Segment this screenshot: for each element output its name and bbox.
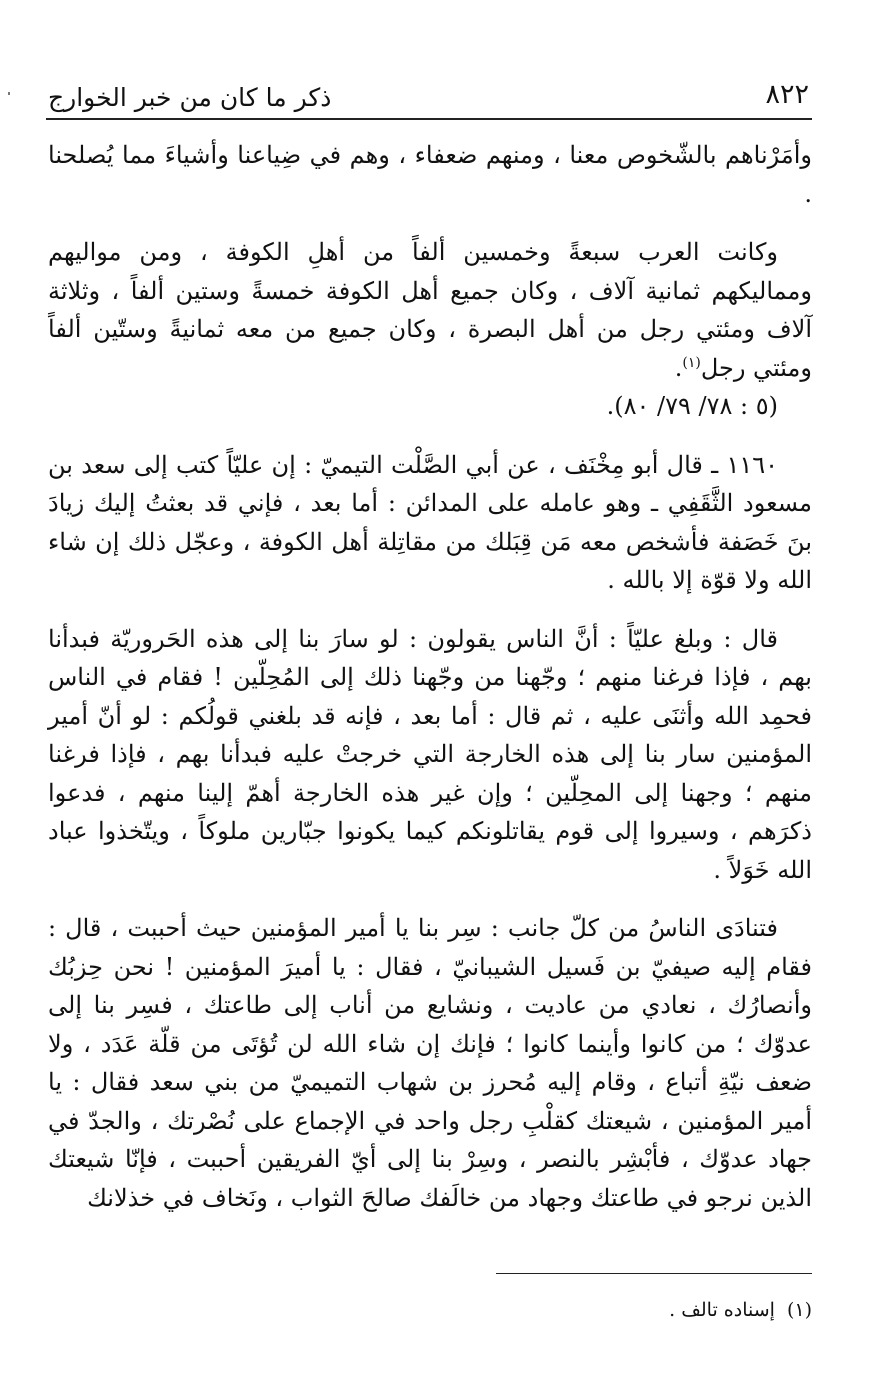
footnote-divider [496,1273,812,1274]
running-title: ذكر ما كان من خبر الخوارج [48,83,332,112]
page-header [46,70,811,118]
header-divider [46,118,812,120]
paragraph-text: وكانت العرب سبعةً وخمسين ألفاً من أهلِ الكوفة ، ومن مواليهم ومماليكهم ثمانية آلاف ، وكان جميع أهل الكوفة خمسةً وستين ألفاً ، وثلاثة آلاف ومئتي رجل من أهل البصرة ، وكان جميع من معه ثمانيةً وستّين ألفاً ومئتي رجل [48,238,812,382]
paragraph-army-count [48,233,812,426]
footnote-marker: (١) [786,1299,812,1321]
paragraph-response: فتنادَى الناسُ من كلّ جانب : سِر بنا يا أمير المؤمنين حيث أحببت ، قال : فقام إليه صيفيّ بن فَسيل الشيبانيّ ، فقال : يا أميرَ المؤمنين ! نحن حِزبُك وأنصارُك ، نعادي من عاديت ، ونشايع من أناب إلى طاعتك ، فسِر بنا إلى عدوّك ؛ من كانوا وأينما كانوا ؛ فإنك إن شاء الله لن تُؤتَى من قلّة عَدَد ، ولا ضعف نيّةِ أتباع ، وقام إليه مُحرز بن شهاب التميميّ من بني سعد فقال : يا أمير المؤمنين ، شيعتك كقلْبِ رجل واحد في الإجماع على نُصْرتك ، والجدّ في جهاد عدوّك ، فأبْشِر بالنصر ، وسِرْ بنا إلى أيّ الفريقين أحببت ، فإنّا شيعتك الذين نرجو في طاعتك وجهاد من خالَفك صالحَ الثواب ، ونَخاف في خذلانك [48,914,812,1212]
paragraph-continuation: وأمَرْناهم بالشّخوص معنا ، ومنهم ضعفاء ، وهم في ضِياعنا وأشياءَ مما يُصلحنا . [48,141,812,208]
page-number: ٨٢٢ [765,79,809,110]
main-text [48,136,812,1237]
scan-speck [8,92,10,95]
source-reference: (٥ : ٧٨/ ٧٩/ ٨٠). [606,392,778,420]
paragraph-speech: قال : وبلغ عليّاً : أنَّ الناس يقولون : لو سارَ بنا إلى هذه الحَروريّة فبدأنا بهم ، فإذا فرغنا منهم ؛ وجّهنا من وجّهنا ذلك إلى المُحِلّين ! فقام في الناس فحمِد الله وأثنَى عليه ، ثم قال : أما بعد ، فإنه قد بلغني قولُكم : لو أنّ أمير المؤمنين سار بنا إلى هذه الخارجة التي خرجتْ عليه فبدأنا بهم ، فإذا فرغنا منهم ؛ وجهنا إلى المحِلّين ؛ وإن غير هذه الخارجة أهمّ إلينا منهم ، فدعوا ذكرَهم ، وسيروا إلى قوم يقاتلونكم كيما يكونوا جبّارين ملوكاً ، ويتّخذوا عباد الله خَوَلاً . [48,624,812,884]
footnote-reference: (١) [682,354,701,371]
paragraph-report-1160: ١١٦٠ ـ قال أبو مِخْنَف ، عن أبي الصَّلْت التيميّ : إن عليّاً كتب إلى سعد بن مسعود الثَّقَفِي ـ وهو عامله على المدائن : أما بعد ، فإني قد بعثتُ إليك زيادَ بنَ خَصَفة فأشخص معه مَن قِبَلك من مقاتِلة أهل الكوفة ، وعجّل ذلك إن شاء الله ولا قوّة إلا بالله . [48,450,812,594]
footnote [669,1296,812,1324]
footnote-text: إسناده تالف . [669,1299,775,1321]
paragraph-end: . [674,353,683,382]
